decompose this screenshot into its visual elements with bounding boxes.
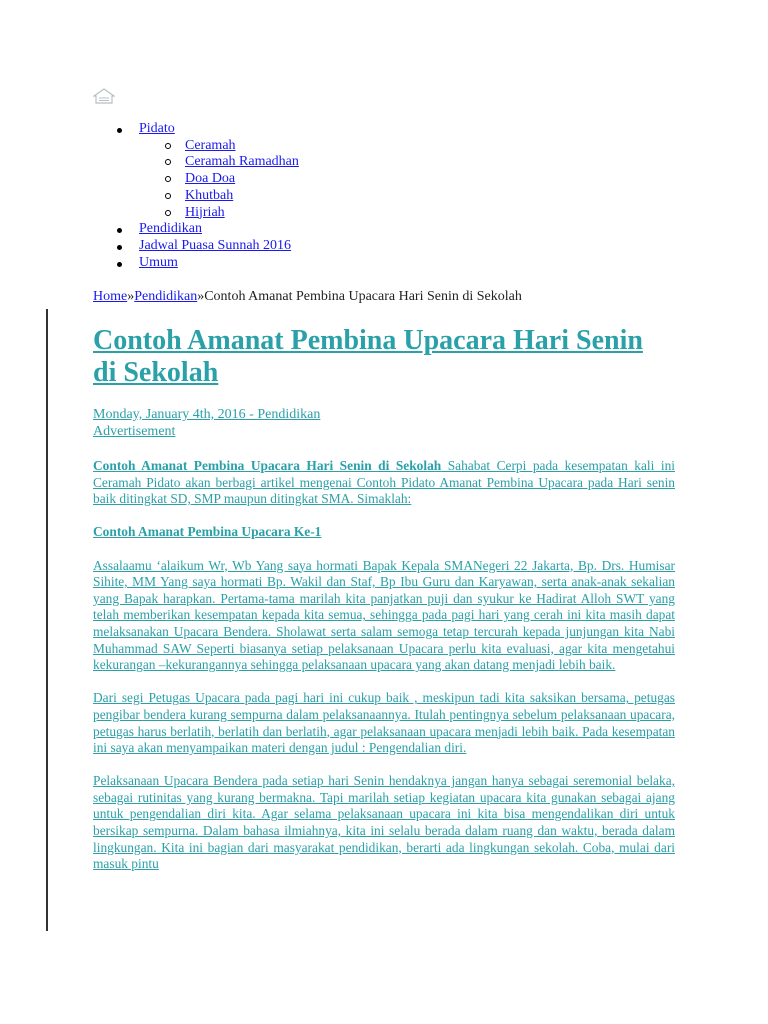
nav-subitem-doa-doa: [139, 171, 299, 188]
breadcrumb-home-link[interactable]: Home: [93, 289, 128, 304]
nav-subitem-ceramah: [139, 138, 299, 155]
nav-subitem-khutbah: [139, 188, 299, 205]
breadcrumb-separator: »: [127, 289, 135, 304]
nav-item-pendidikan: [93, 221, 299, 238]
section-heading[interactable]: Contoh Amanat Pembina Upacara Ke-1: [93, 524, 322, 540]
content-left-rule: [46, 309, 48, 931]
nav-item-umum: [93, 255, 299, 272]
nav-link-jadwal-puasa[interactable]: Jadwal Puasa Sunnah 2016: [139, 237, 292, 253]
nav-item-pidato: [93, 121, 299, 221]
intro-text: Sahabat Cerpi pada kesempatan kali ini Ceramah Pidato akan berbagi artikel mengenai Contoh Pidato Amanat Pembina Upacara pada Hari senin baik ditingkat SD, SMP maupun ditingkat SMA. Simaklah:: [93, 458, 675, 507]
nav-link-hijriah[interactable]: Hijriah: [185, 204, 225, 220]
body-paragraph-2[interactable]: Dari segi Petugas Upacara pada pagi hari ini cukup baik , meskipun tadi kita saksikan bersama, petugas pengibar bendera kurang sempurna dalam pelaksanaannya. Itulah pentingnya sebelum pelaksanaan upacara, petugas harus berlatih, berlatih dan berlatih, agar pelaksanaan upacara menjadi lebih baik. Pada kesempatan ini saya akan menyampaikan materi dengan judul : Pengendalian diri.: [93, 690, 675, 756]
nav-subitem-hijriah: [139, 205, 299, 222]
nav-link-khutbah[interactable]: Khutbah: [185, 187, 234, 203]
nav-link-pendidikan[interactable]: Pendidikan: [139, 221, 202, 237]
home-icon[interactable]: [93, 88, 115, 104]
nav-item-jadwal-puasa: [93, 238, 299, 255]
advertisement-label[interactable]: Advertisement: [93, 424, 176, 439]
nav-link-ceramah-ramadhan[interactable]: Ceramah Ramadhan: [185, 154, 299, 170]
intro-paragraph[interactable]: [93, 458, 675, 508]
body-paragraph-1[interactable]: Assalaamu ‘alaikum Wr, Wb Yang saya hormati Bapak Kepala SMANegeri 22 Jakarta, Bp. Drs. Humisar Sihite, MM Yang saya hormati Bp. Wakil dan Staf, Bp Ibu Guru dan Karyawan, serta anak-anak sekalian yang Bapak harapkan. Pertama-tama marilah kita panjatkan puji dan syukur ke Hadirat Alloh SWT yang telah memberikan kesempatan kepada kita semua, sehingga pada pagi hari yang cerah ini kita masih dapat melaksanakan Upacara Bendera. Sholawat serta salam semoga tetap tercurah kepada junjungan kita Nabi Muhammad SAW Seperti biasanya setiap pelaksanaan Upacara perlu kita evaluasi, agar kita mengetahui kekurangan –kekurangannya sehingga pelaksanaan upacara yang akan datang menjadi lebih baik.: [93, 557, 675, 673]
nav-submenu-pidato: [139, 138, 299, 222]
article-body: [93, 458, 675, 889]
nav-subitem-ceramah-ramadhan: [139, 154, 299, 171]
main-navigation: [93, 121, 299, 271]
body-paragraph-3[interactable]: Pelaksanaan Upacara Bendera pada setiap hari Senin hendaknya jangan hanya sebagai seremonial belaka, sebagai rutinitas yang kurang bermakna. Tapi marilah setiap kegiatan upacara kita gunakan sebagai ajang untuk pengendalian diri kita. Agar selama pelaksanaan upacara ini kita bisa mengendalikan diri untuk bersikap sempurna. Dalam bahasa ilmiahnya, kita ini selalu berada dalam ruang dan waktu, berada dalam lingkungan. Kita ini bagian dari masyarakat pendidikan, berarti ada lingkungan sekolah. Coba, mulai dari masuk pintu: [93, 773, 675, 872]
article-meta: [93, 406, 320, 440]
post-date-category[interactable]: Monday, January 4th, 2016 - Pendidikan: [93, 407, 321, 422]
breadcrumb-category-link[interactable]: Pendidikan: [134, 289, 198, 304]
nav-link-doa-doa[interactable]: Doa Doa: [185, 171, 236, 187]
breadcrumb-separator: »: [197, 289, 205, 304]
nav-list: [93, 121, 299, 271]
nav-link-umum[interactable]: Umum: [139, 254, 178, 270]
nav-link-ceramah[interactable]: Ceramah: [185, 137, 236, 153]
nav-link-pidato[interactable]: Pidato: [139, 121, 175, 136]
breadcrumb-current: Contoh Amanat Pembina Upacara Hari Senin di Sekolah: [204, 289, 522, 304]
page-title[interactable]: Contoh Amanat Pembina Upacara Hari Senin di Sekolah: [93, 325, 643, 388]
breadcrumb: [93, 289, 522, 305]
intro-bold-text: Contoh Amanat Pembina Upacara Hari Senin di Sekolah: [93, 458, 442, 473]
